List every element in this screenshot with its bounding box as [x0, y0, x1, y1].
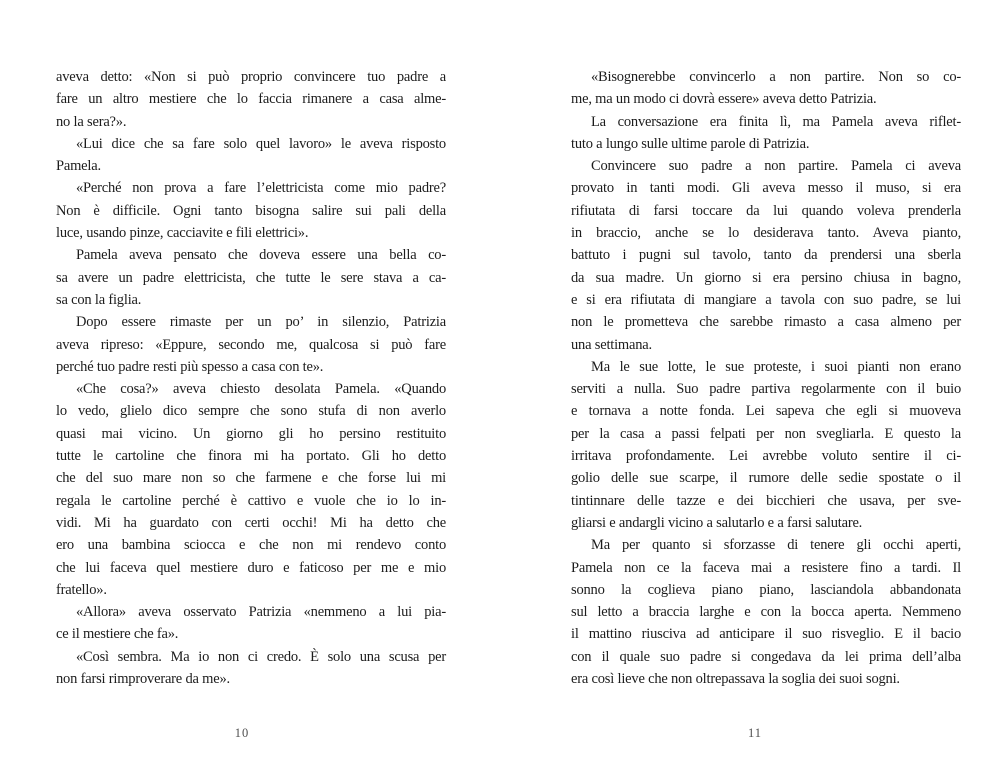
text-line: gliarsi e andargli vicino a salutarlo e a farsi salutare. — [571, 514, 863, 531]
paragraph — [56, 311, 446, 378]
text-line: non farsi rimproverare da me». — [56, 671, 230, 688]
paragraph — [571, 111, 961, 156]
right-page-number: 11 — [747, 726, 763, 740]
text-line: sa con la figlia. — [56, 291, 142, 308]
text-line: tutte le cartoline che finora mi ha portato. Gli ho detto — [56, 448, 446, 465]
text-line: una settimana. — [571, 336, 652, 353]
text-line: Pamela non ce la faceva mai a resistere fino a tardi. Il — [571, 559, 961, 576]
text-line: Dopo essere rimaste per un po’ in silenzio, Patrizia — [76, 314, 446, 331]
text-line: Pamela aveva pensato che doveva essere una bella co- — [76, 247, 446, 264]
text-line: serviti a nulla. Suo padre partiva regolarmente con il buio — [571, 381, 961, 398]
text-line: in braccio, anche se lo desiderava tanto. Aveva pianto, — [571, 225, 961, 242]
paragraph — [571, 66, 961, 111]
paragraph — [56, 378, 446, 601]
text-line: per la casa a passi felpati per non svegliarla. E questo la — [571, 425, 961, 442]
text-line: il mattino riusciva ad anticipare il suo risveglio. E il bacio — [571, 626, 961, 643]
text-line: ce il mestiere che fa». — [56, 626, 179, 643]
paragraph — [56, 133, 446, 178]
text-line: vidi. Mi ha guardato con certi occhi! Mi ha detto che — [56, 514, 446, 531]
text-line: Ma le sue lotte, le sue proteste, i suoi pianti non erano — [591, 358, 961, 375]
text-line: irritava profondamente. Lei avrebbe voluto sentire il ci- — [571, 448, 961, 465]
text-line: aveva ripreso: «Eppure, secondo me, qualcosa si può fare — [56, 336, 446, 353]
text-line: «Bisognerebbe convincerlo a non partire. Non so co- — [591, 69, 961, 85]
text-line: aveva detto: «Non si può proprio convincere tuo padre a — [56, 69, 446, 85]
left-page-text-block — [56, 66, 446, 690]
text-line: Ma per quanto si sforzasse di tenere gli occhi aperti, — [591, 537, 961, 554]
text-line: sul letto a braccia larghe e con la bocca aperta. Nemmeno — [571, 604, 961, 621]
text-line: fare un altro mestiere che lo faccia rimanere a casa alme- — [56, 91, 446, 108]
text-line: e si era rifiutata di mangiare a tavola con suo padre, se lui — [571, 291, 961, 308]
paragraph — [571, 155, 961, 356]
text-line: ero una bambina sciocca e che non mi rendevo conto — [56, 537, 446, 554]
text-line: luce, usando pinze, cacciavite e fili elettrici». — [56, 225, 309, 242]
text-line: battuto i pugni sul tavolo, tanto da prendersi una sberla — [571, 247, 961, 264]
text-line: Pamela. — [56, 158, 101, 175]
text-line: rifiutata di farsi toccare da lui quando voleva prenderla — [571, 202, 961, 219]
text-line: e tornava a notte fonda. Lei sapeva che egli si muoveva — [571, 403, 961, 420]
paragraph — [56, 244, 446, 311]
text-line: fratello». — [56, 581, 107, 598]
text-line: non le prometteva che sarebbe rimasto a casa almeno per — [571, 314, 961, 331]
text-line: sonno la coglieva piano piano, lasciandola abbandonata — [571, 581, 961, 598]
right-page-text-block — [571, 66, 961, 690]
paragraph — [56, 177, 446, 244]
text-line: me, ma un modo ci dovrà essere» aveva detto Patrizia. — [571, 91, 877, 108]
text-line: lo vedo, glielo dico sempre che sono stufa di non averlo — [56, 403, 446, 420]
text-line: perché tuo padre resti più spesso a casa con te». — [56, 358, 324, 375]
text-line: provato in tanti modi. Gli aveva messo il muso, si era — [571, 180, 961, 197]
paragraph — [56, 646, 446, 691]
text-line: sa avere un padre elettricista, che tutte le sere stava a ca- — [56, 269, 446, 286]
paragraph — [571, 356, 961, 534]
text-line: Convincere suo padre a non partire. Pamela ci aveva — [591, 158, 961, 175]
text-line: con il quale suo padre si congedava da lei prima dell’alba — [571, 648, 961, 665]
text-line: «Così sembra. Ma io non ci credo. È solo una scusa per — [76, 648, 446, 665]
text-line: regala le cartoline perché è cattivo e vuole che io lo in- — [56, 492, 446, 509]
text-line: «Lui dice che sa fare solo quel lavoro» le aveva risposto — [76, 135, 446, 152]
text-line: che del suo mare non so che farmene e che forse lui mi — [56, 470, 446, 487]
text-line: tintinnare delle tazze e dei bicchieri che usava, per sve- — [571, 492, 961, 509]
left-page-number: 10 — [234, 726, 250, 740]
text-line: «Allora» aveva osservato Patrizia «nemmeno a lui pia- — [76, 604, 446, 621]
text-line: che lui faceva quel mestiere duro e faticoso per me e mio — [56, 559, 446, 576]
text-line: no la sera?». — [56, 113, 127, 130]
text-line: «Che cosa?» aveva chiesto desolata Pamela. «Quando — [76, 381, 446, 398]
paragraph — [56, 66, 446, 133]
text-line: golio delle sue scarpe, il rumore delle sedie spostate o il — [571, 470, 961, 487]
paragraph — [571, 534, 961, 690]
text-line: quasi mai vicino. Un giorno gli ho persino restituito — [56, 425, 446, 442]
text-line: tuto a lungo sulle ultime parole di Patrizia. — [571, 135, 810, 152]
text-line: da sua madre. Un giorno si era persino chiusa in bagno, — [571, 269, 961, 286]
text-line: era così lieve che non oltrepassava la soglia dei suoi sogni. — [571, 671, 900, 688]
text-line: La conversazione era finita lì, ma Pamela aveva riflet- — [591, 113, 961, 130]
text-line: «Perché non prova a fare l’elettricista come mio padre? — [76, 180, 446, 197]
paragraph — [56, 601, 446, 646]
text-line: Non è difficile. Ogni tanto bisogna salire sui pali della — [56, 202, 446, 219]
